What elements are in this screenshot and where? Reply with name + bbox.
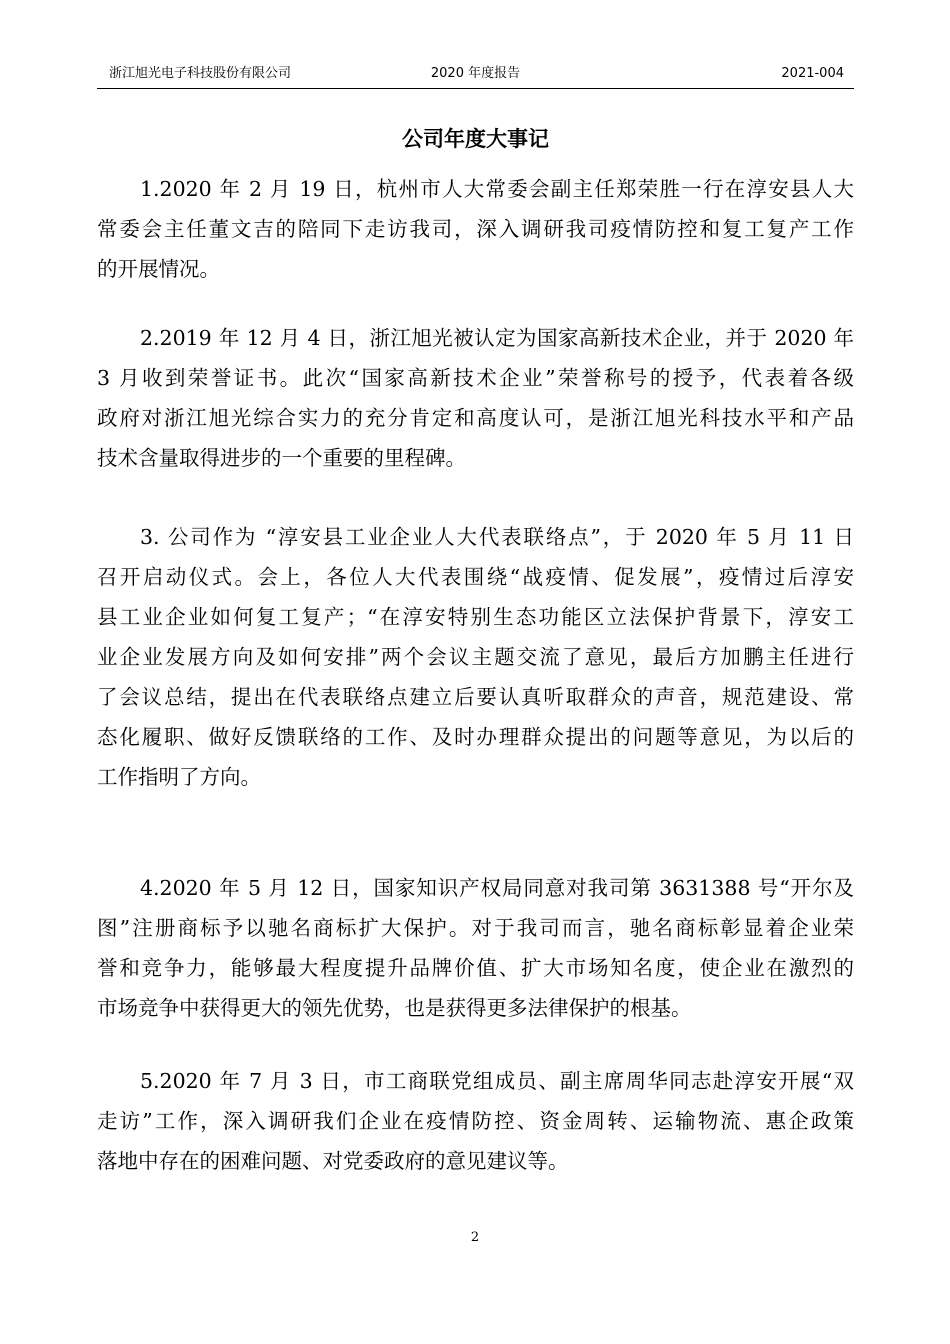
paragraph-line: 技术含量取得进步的一个重要的里程碑。 — [97, 446, 466, 470]
paragraph-line: 2.2019 年 12 月 4 日，浙江旭光被认定为国家高新技术企业，并于 2020 年 — [140, 326, 854, 350]
paragraph-line: 常委会主任董文吉的陪同下走访我司，深入调研我司疫情防控和复工复产工作 — [97, 217, 854, 241]
paragraph-line: 了会议总结，提出在代表联络点建立后要认真听取群众的声音，规范建设、常 — [97, 685, 854, 709]
paragraph-line: 市场竞争中获得更大的领先优势，也是获得更多法律保护的根基。 — [97, 996, 692, 1020]
paragraph-line: 落地中存在的困难问题、对党委政府的意见建议等。 — [97, 1149, 569, 1173]
paragraph-line: 誉和竞争力，能够最大程度提升品牌价值、扩大市场知名度，使企业在激烈的 — [97, 956, 854, 980]
page-header — [97, 62, 854, 89]
paragraph-line: 县工业企业如何复工复产；“在淳安特别生态功能区立法保护背景下，淳安工 — [97, 605, 854, 629]
page-number: 2 — [470, 1230, 480, 1245]
paragraph-event-3 — [97, 517, 854, 797]
header-report-code: 2021-004 — [781, 66, 844, 81]
page-title: 公司年度大事记 — [402, 127, 549, 151]
paragraph-line: 3. 公司作为 “淳安县工业企业人大代表联络点”，于 2020 年 5 月 11 日 — [140, 525, 854, 549]
paragraph-line: 3 月收到荣誉证书。此次“国家高新技术企业”荣誉称号的授予，代表着各级 — [97, 366, 854, 390]
paragraph-line: 工作指明了方向。 — [97, 765, 261, 789]
paragraph-line: 业企业发展方向及如何安排”两个会议主题交流了意见，最后方加鹏主任进行 — [97, 645, 854, 669]
paragraph-event-2 — [97, 318, 854, 478]
paragraph-event-1 — [97, 169, 854, 289]
paragraph-event-4 — [97, 868, 854, 1028]
header-report-title: 2020 年度报告 — [430, 66, 521, 81]
paragraph-line: 图”注册商标予以驰名商标扩大保护。对于我司而言，驰名商标彰显着企业荣 — [97, 916, 854, 940]
paragraph-line: 1.2020 年 2 月 19 日，杭州市人大常委会副主任郑荣胜一行在淳安县人大 — [140, 177, 854, 201]
paragraph-line: 召开启动仪式。会上，各位人大代表围绕“战疫情、促发展”，疫情过后淳安 — [97, 565, 854, 589]
header-company-name: 浙江旭光电子科技股份有限公司 — [109, 66, 292, 81]
paragraph-line: 态化履职、做好反馈联络的工作、及时办理群众提出的问题等意见，为以后的 — [97, 725, 854, 749]
paragraph-line: 政府对浙江旭光综合实力的充分肯定和高度认可，是浙江旭光科技水平和产品 — [97, 406, 854, 430]
paragraph-line: 的开展情况。 — [97, 257, 220, 281]
paragraph-line: 走访”工作，深入调研我们企业在疫情防控、资金周转、运输物流、惠企政策 — [97, 1109, 854, 1133]
paragraph-event-5 — [97, 1061, 854, 1181]
paragraph-line: 4.2020 年 5 月 12 日，国家知识产权局同意对我司第 3631388 号“开尔及 — [140, 876, 854, 900]
paragraph-line: 5.2020 年 7 月 3 日，市工商联党组成员、副主席周华同志赴淳安开展“双 — [140, 1069, 854, 1093]
